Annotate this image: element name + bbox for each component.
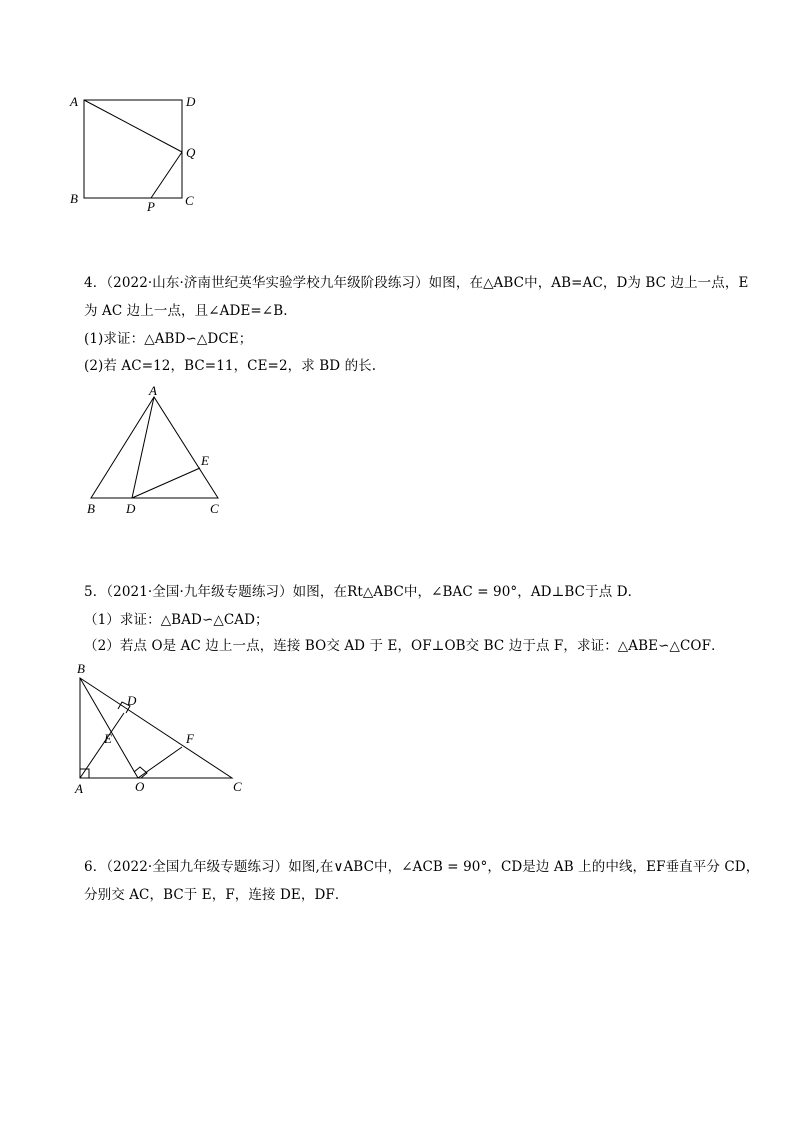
label-p: P: [147, 199, 155, 214]
triangle-abc: [80, 678, 232, 778]
label-c: C: [233, 779, 242, 794]
label-a: A: [70, 94, 78, 109]
problem4-line1: 4．（2022·山东·济南世纪英华实验学校九年级阶段练习）如图，在△ABC中，AB=AC，D为 BC 边上一点，E: [84, 275, 749, 291]
problem6-line1: 6．（2022·全国九年级专题练习）如图,在∨ABC中，∠ACB = 90°，CD是边 AB 上的中线，EF垂直平分 CD，: [84, 859, 760, 875]
label-f: F: [186, 731, 194, 746]
label-a: A: [75, 781, 83, 796]
label-o: O: [135, 779, 145, 794]
label-b: B: [77, 661, 85, 676]
problem4-line2: 为 AC 边上一点，且∠ADE=∠B.: [84, 303, 288, 319]
label-d: D: [126, 501, 136, 516]
label-b: B: [87, 501, 95, 516]
label-a: A: [149, 383, 157, 398]
label-b: B: [70, 191, 78, 206]
label-d: D: [186, 94, 196, 109]
problem4-question2: (2)若 AC=12，BC=11，CE=2，求 BD 的长.: [84, 358, 377, 374]
problem5-question2: （2）若点 O是 AC 边上一点，连接 BO交 AD 于 E，OF⊥OB交 BC 边于点 F，求证：△ABE∽△COF．: [84, 638, 725, 654]
label-c: C: [210, 501, 219, 516]
problem6-line2: 分别交 AC，BC于 E，F，连接 DE，DF．: [84, 887, 349, 903]
problem5-line1: 5．（2021·全国·九年级专题练习）如图，在Rt△ABC中，∠BAC = 90°，AD⊥BC于点 D．: [84, 584, 642, 600]
problem4-question1: (1)求证：△ABD∽△DCE；: [84, 331, 253, 347]
label-q: Q: [186, 145, 196, 160]
label-d: D: [127, 693, 137, 708]
segment-ad: [80, 713, 124, 778]
label-c: C: [185, 193, 194, 208]
problem5-question1: （1）求证：△BAD∽△CAD；: [84, 612, 269, 628]
label-e: E: [201, 453, 209, 468]
segment-of: [138, 747, 182, 778]
label-e: E: [104, 731, 112, 746]
